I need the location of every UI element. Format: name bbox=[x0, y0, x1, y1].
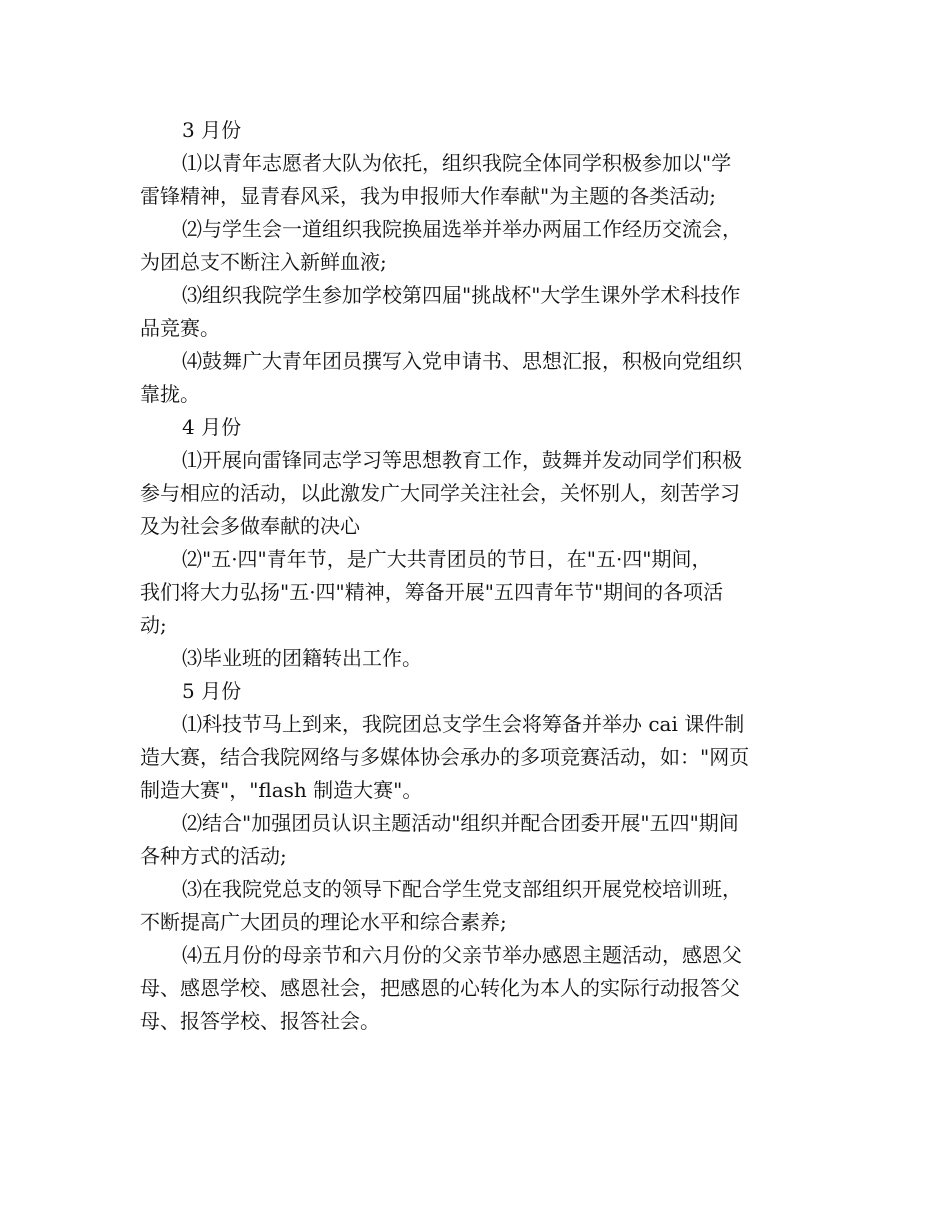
text-line: ⑶组织我院学生参加学校第四届"挑战杯"大学生课外学术科技作 bbox=[182, 283, 741, 307]
text-line: 不断提高广大团员的理论水平和综合素养; bbox=[140, 910, 507, 934]
text-line: ⑴以青年志愿者大队为依托，组织我院全体同学积极参加以"学 bbox=[182, 151, 732, 175]
document-body bbox=[140, 114, 812, 1038]
text-line: 为团总支不断注入新鲜血液; bbox=[140, 250, 387, 274]
text-line: 造大赛，结合我院网络与多媒体协会承办的多项竞赛活动，如："网页 bbox=[140, 745, 750, 769]
text-line: ⑴开展向雷锋同志学习等思想教育工作，鼓舞并发动同学们积极 bbox=[182, 448, 742, 472]
text-line: 靠拢。 bbox=[140, 382, 200, 406]
text-line: ⑵结合"加强团员认识主题活动"组织并配合团委开展"五四"期间 bbox=[182, 811, 739, 835]
text-line: ⑴科技节马上到来，我院团总支学生会将筹备并举办 cai 课件制 bbox=[182, 712, 745, 736]
text-line: 动; bbox=[140, 613, 167, 637]
text-line: 5 月份 bbox=[182, 679, 242, 703]
text-line: 母、感恩学校、感恩社会，把感恩的心转化为本人的实际行动报答父 bbox=[140, 976, 740, 1000]
text-line: 品竞赛。 bbox=[140, 316, 220, 340]
text-line: ⑵"五·四"青年节，是广大共青团员的节日，在"五·四"期间， bbox=[182, 547, 712, 571]
text-line: ⑷五月份的母亲节和六月份的父亲节举办感恩主题活动，感恩父 bbox=[182, 943, 742, 967]
text-line: 参与相应的活动，以此激发广大同学关注社会，关怀别人，刻苦学习 bbox=[140, 481, 740, 505]
text-line: ⑶在我院党总支的领导下配合学生党支部组织开展党校培训班， bbox=[182, 877, 742, 901]
text-line: 母、报答学校、报答社会。 bbox=[140, 1009, 380, 1033]
text-line: ⑵与学生会一道组织我院换届选举并举办两届工作经历交流会， bbox=[182, 217, 742, 241]
text-line: 制造大赛"，"flash 制造大赛"。 bbox=[140, 778, 423, 802]
text-line: 4 月份 bbox=[182, 415, 242, 439]
text-line: 3 月份 bbox=[182, 118, 242, 142]
text-line: ⑶毕业班的团籍转出工作。 bbox=[182, 646, 422, 670]
text-line: 我们将大力弘扬"五·四"精神，筹备开展"五四青年节"期间的各项活 bbox=[140, 580, 724, 604]
text-line: 各种方式的活动; bbox=[140, 844, 287, 868]
text-line: 雷锋精神，显青春风采，我为申报师大作奉献"为主题的各类活动; bbox=[140, 184, 716, 208]
text-line: 及为社会多做奉献的决心 bbox=[140, 514, 360, 538]
text-line: ⑷鼓舞广大青年团员撰写入党申请书、思想汇报，积极向党组织 bbox=[182, 349, 742, 373]
